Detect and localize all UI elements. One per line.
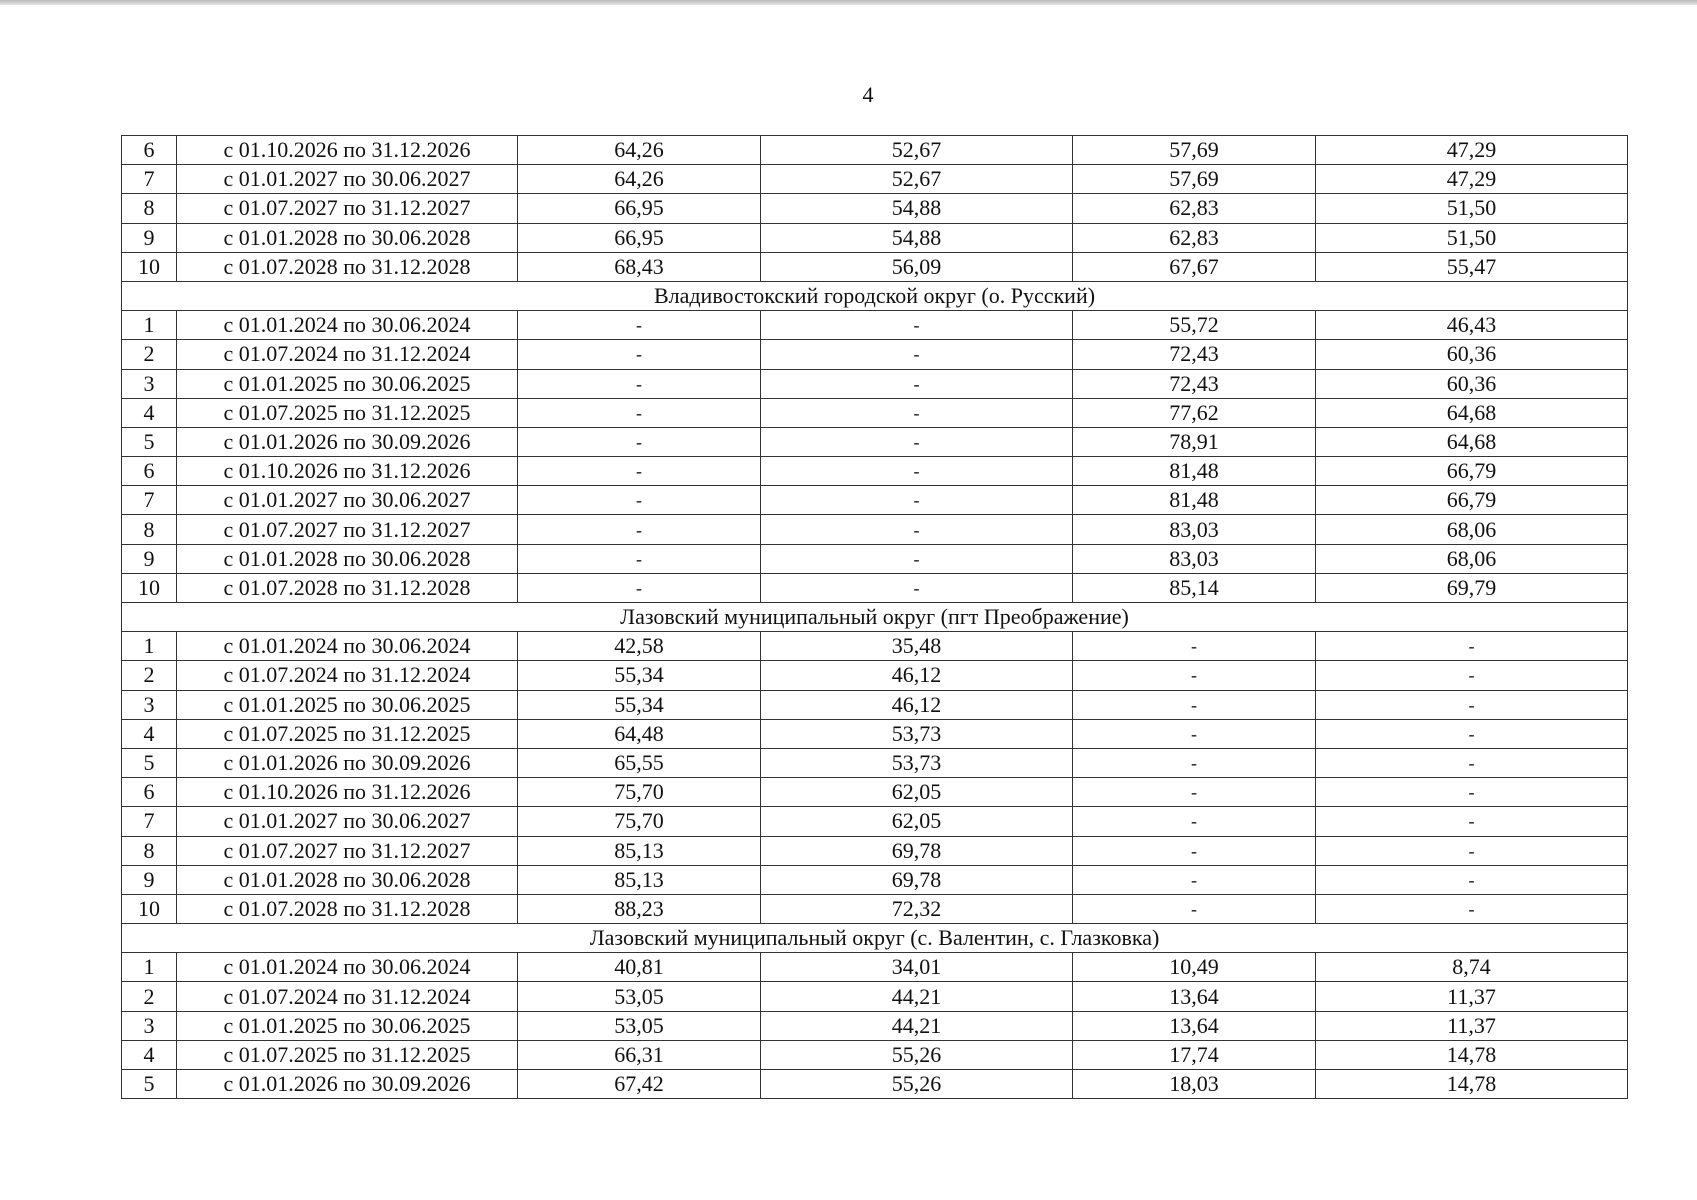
value-cell-1: 42,58 — [518, 632, 761, 661]
period-cell: с 01.01.2024 по 30.06.2024 — [177, 953, 518, 982]
value-cell-2: 54,88 — [761, 223, 1073, 252]
row-number: 7 — [122, 486, 177, 515]
value-cell-4: 60,36 — [1316, 340, 1628, 369]
period-cell: с 01.07.2027 по 31.12.2027 — [177, 194, 518, 223]
period-cell: с 01.07.2025 по 31.12.2025 — [177, 719, 518, 748]
value-cell-4: 55,47 — [1316, 252, 1628, 281]
value-cell-2: 34,01 — [761, 953, 1073, 982]
table-row — [122, 457, 1628, 486]
value-cell-4: 51,50 — [1316, 223, 1628, 252]
value-cell-3: - — [1073, 748, 1316, 777]
table-row — [122, 340, 1628, 369]
period-cell: с 01.10.2026 по 31.12.2026 — [177, 778, 518, 807]
value-cell-3: 83,03 — [1073, 515, 1316, 544]
value-cell-2: - — [761, 311, 1073, 340]
value-cell-2: - — [761, 427, 1073, 456]
row-number: 5 — [122, 427, 177, 456]
value-cell-2: - — [761, 486, 1073, 515]
period-cell: с 01.01.2026 по 30.09.2026 — [177, 748, 518, 777]
row-number: 1 — [122, 311, 177, 340]
value-cell-3: 13,64 — [1073, 982, 1316, 1011]
value-cell-4: 64,68 — [1316, 398, 1628, 427]
value-cell-1: - — [518, 457, 761, 486]
table-row — [122, 398, 1628, 427]
row-number: 9 — [122, 865, 177, 894]
period-cell: с 01.01.2025 по 30.06.2025 — [177, 1011, 518, 1040]
value-cell-4: 11,37 — [1316, 1011, 1628, 1040]
value-cell-3: 17,74 — [1073, 1040, 1316, 1069]
value-cell-1: - — [518, 398, 761, 427]
value-cell-3: 85,14 — [1073, 573, 1316, 602]
value-cell-2: 72,32 — [761, 894, 1073, 923]
value-cell-3: 57,69 — [1073, 136, 1316, 165]
value-cell-2: 44,21 — [761, 982, 1073, 1011]
value-cell-3: - — [1073, 661, 1316, 690]
value-cell-1: 53,05 — [518, 1011, 761, 1040]
value-cell-2: 44,21 — [761, 1011, 1073, 1040]
value-cell-4: - — [1316, 807, 1628, 836]
section-header-row — [122, 281, 1628, 310]
table-row — [122, 894, 1628, 923]
value-cell-1: 64,48 — [518, 719, 761, 748]
value-cell-4: 11,37 — [1316, 982, 1628, 1011]
row-number: 2 — [122, 661, 177, 690]
value-cell-4: 46,43 — [1316, 311, 1628, 340]
row-number: 7 — [122, 807, 177, 836]
value-cell-1: 53,05 — [518, 982, 761, 1011]
value-cell-3: 83,03 — [1073, 544, 1316, 573]
value-cell-1: 67,42 — [518, 1070, 761, 1099]
value-cell-4: 68,06 — [1316, 515, 1628, 544]
row-number: 9 — [122, 544, 177, 573]
table-row — [122, 136, 1628, 165]
value-cell-3: 67,67 — [1073, 252, 1316, 281]
period-cell: с 01.10.2026 по 31.12.2026 — [177, 457, 518, 486]
table-row — [122, 1070, 1628, 1099]
value-cell-1: 75,70 — [518, 807, 761, 836]
table-row — [122, 573, 1628, 602]
row-number: 10 — [122, 894, 177, 923]
table-row — [122, 632, 1628, 661]
table-row — [122, 486, 1628, 515]
value-cell-1: - — [518, 486, 761, 515]
period-cell: с 01.07.2024 по 31.12.2024 — [177, 340, 518, 369]
row-number: 6 — [122, 136, 177, 165]
table-row — [122, 748, 1628, 777]
value-cell-1: 40,81 — [518, 953, 761, 982]
period-cell: с 01.07.2028 по 31.12.2028 — [177, 573, 518, 602]
value-cell-3: 81,48 — [1073, 457, 1316, 486]
value-cell-3: - — [1073, 836, 1316, 865]
row-number: 6 — [122, 778, 177, 807]
value-cell-2: 53,73 — [761, 748, 1073, 777]
value-cell-3: - — [1073, 719, 1316, 748]
value-cell-2: 62,05 — [761, 778, 1073, 807]
row-number: 8 — [122, 836, 177, 865]
value-cell-2: 55,26 — [761, 1040, 1073, 1069]
table-row — [122, 223, 1628, 252]
value-cell-3: 18,03 — [1073, 1070, 1316, 1099]
value-cell-3: 13,64 — [1073, 1011, 1316, 1040]
table-row — [122, 778, 1628, 807]
period-cell: с 01.07.2027 по 31.12.2027 — [177, 515, 518, 544]
period-cell: с 01.07.2027 по 31.12.2027 — [177, 836, 518, 865]
scan-edge — [0, 0, 1697, 5]
row-number: 2 — [122, 982, 177, 1011]
page-number: 4 — [862, 82, 874, 107]
period-cell: с 01.07.2024 по 31.12.2024 — [177, 982, 518, 1011]
period-cell: с 01.01.2028 по 30.06.2028 — [177, 223, 518, 252]
value-cell-1: 55,34 — [518, 661, 761, 690]
value-cell-1: - — [518, 311, 761, 340]
section-header-row — [122, 924, 1628, 953]
value-cell-3: 78,91 — [1073, 427, 1316, 456]
section-header-row — [122, 603, 1628, 632]
value-cell-4: - — [1316, 894, 1628, 923]
value-cell-3: 10,49 — [1073, 953, 1316, 982]
value-cell-1: - — [518, 340, 761, 369]
table-row — [122, 515, 1628, 544]
value-cell-1: 85,13 — [518, 865, 761, 894]
row-number: 3 — [122, 1011, 177, 1040]
value-cell-2: 52,67 — [761, 165, 1073, 194]
table-row — [122, 252, 1628, 281]
value-cell-1: 66,31 — [518, 1040, 761, 1069]
value-cell-4: - — [1316, 865, 1628, 894]
value-cell-4: 68,06 — [1316, 544, 1628, 573]
value-cell-1: 64,26 — [518, 136, 761, 165]
table-row — [122, 661, 1628, 690]
row-number: 4 — [122, 398, 177, 427]
value-cell-4: - — [1316, 748, 1628, 777]
value-cell-2: 54,88 — [761, 194, 1073, 223]
table-row — [122, 836, 1628, 865]
value-cell-3: 81,48 — [1073, 486, 1316, 515]
value-cell-2: - — [761, 544, 1073, 573]
value-cell-4: 47,29 — [1316, 136, 1628, 165]
table-row — [122, 1040, 1628, 1069]
value-cell-2: - — [761, 369, 1073, 398]
tariff-table-body — [122, 136, 1628, 1099]
value-cell-4: 14,78 — [1316, 1070, 1628, 1099]
value-cell-4: 66,79 — [1316, 486, 1628, 515]
period-cell: с 01.01.2024 по 30.06.2024 — [177, 632, 518, 661]
value-cell-3: 55,72 — [1073, 311, 1316, 340]
value-cell-1: - — [518, 427, 761, 456]
period-cell: с 01.07.2028 по 31.12.2028 — [177, 252, 518, 281]
value-cell-2: - — [761, 457, 1073, 486]
table-row — [122, 369, 1628, 398]
value-cell-3: - — [1073, 865, 1316, 894]
value-cell-2: 56,09 — [761, 252, 1073, 281]
value-cell-2: - — [761, 573, 1073, 602]
value-cell-4: 60,36 — [1316, 369, 1628, 398]
row-number: 1 — [122, 953, 177, 982]
table-row — [122, 690, 1628, 719]
value-cell-2: - — [761, 398, 1073, 427]
row-number: 8 — [122, 194, 177, 223]
value-cell-1: - — [518, 515, 761, 544]
value-cell-1: - — [518, 369, 761, 398]
value-cell-3: - — [1073, 632, 1316, 661]
row-number: 2 — [122, 340, 177, 369]
value-cell-4: - — [1316, 719, 1628, 748]
value-cell-4: 66,79 — [1316, 457, 1628, 486]
table-row — [122, 427, 1628, 456]
table-row — [122, 953, 1628, 982]
value-cell-1: 64,26 — [518, 165, 761, 194]
value-cell-1: 66,95 — [518, 194, 761, 223]
value-cell-3: - — [1073, 807, 1316, 836]
value-cell-4: 69,79 — [1316, 573, 1628, 602]
row-number: 5 — [122, 748, 177, 777]
value-cell-2: 35,48 — [761, 632, 1073, 661]
table-row — [122, 865, 1628, 894]
period-cell: с 01.01.2025 по 30.06.2025 — [177, 369, 518, 398]
value-cell-1: 88,23 — [518, 894, 761, 923]
row-number: 6 — [122, 457, 177, 486]
section-title: Владивостокский городской округ (о. Русский) — [122, 281, 1628, 310]
row-number: 10 — [122, 252, 177, 281]
period-cell: с 01.01.2028 по 30.06.2028 — [177, 865, 518, 894]
value-cell-2: 52,67 — [761, 136, 1073, 165]
value-cell-2: 69,78 — [761, 865, 1073, 894]
value-cell-4: 51,50 — [1316, 194, 1628, 223]
period-cell: с 01.07.2028 по 31.12.2028 — [177, 894, 518, 923]
period-cell: с 01.01.2027 по 30.06.2027 — [177, 486, 518, 515]
value-cell-4: - — [1316, 632, 1628, 661]
value-cell-3: 77,62 — [1073, 398, 1316, 427]
value-cell-1: - — [518, 544, 761, 573]
value-cell-1: 75,70 — [518, 778, 761, 807]
row-number: 3 — [122, 369, 177, 398]
value-cell-3: 57,69 — [1073, 165, 1316, 194]
value-cell-4: 8,74 — [1316, 953, 1628, 982]
value-cell-2: 46,12 — [761, 690, 1073, 719]
value-cell-3: - — [1073, 778, 1316, 807]
value-cell-3: 62,83 — [1073, 223, 1316, 252]
table-row — [122, 719, 1628, 748]
row-number: 8 — [122, 515, 177, 544]
value-cell-4: - — [1316, 778, 1628, 807]
period-cell: с 01.01.2028 по 30.06.2028 — [177, 544, 518, 573]
table-row — [122, 1011, 1628, 1040]
table-row — [122, 165, 1628, 194]
section-title: Лазовский муниципальный округ (пгт Преображение) — [122, 603, 1628, 632]
row-number: 3 — [122, 690, 177, 719]
value-cell-3: - — [1073, 690, 1316, 719]
row-number: 4 — [122, 719, 177, 748]
row-number: 7 — [122, 165, 177, 194]
value-cell-2: 46,12 — [761, 661, 1073, 690]
value-cell-1: 55,34 — [518, 690, 761, 719]
period-cell: с 01.07.2025 по 31.12.2025 — [177, 398, 518, 427]
value-cell-4: 64,68 — [1316, 427, 1628, 456]
period-cell: с 01.07.2025 по 31.12.2025 — [177, 1040, 518, 1069]
period-cell: с 01.01.2027 по 30.06.2027 — [177, 807, 518, 836]
tariff-table — [121, 135, 1628, 1099]
period-cell: с 01.07.2024 по 31.12.2024 — [177, 661, 518, 690]
period-cell: с 01.01.2026 по 30.09.2026 — [177, 427, 518, 456]
value-cell-4: - — [1316, 690, 1628, 719]
period-cell: с 01.01.2024 по 30.06.2024 — [177, 311, 518, 340]
table-row — [122, 194, 1628, 223]
value-cell-3: 72,43 — [1073, 369, 1316, 398]
row-number: 1 — [122, 632, 177, 661]
row-number: 10 — [122, 573, 177, 602]
section-title: Лазовский муниципальный округ (с. Валентин, с. Глазковка) — [122, 924, 1628, 953]
value-cell-3: - — [1073, 894, 1316, 923]
value-cell-2: - — [761, 340, 1073, 369]
value-cell-3: 72,43 — [1073, 340, 1316, 369]
value-cell-2: 55,26 — [761, 1070, 1073, 1099]
period-cell: с 01.01.2026 по 30.09.2026 — [177, 1070, 518, 1099]
value-cell-2: 53,73 — [761, 719, 1073, 748]
value-cell-1: 65,55 — [518, 748, 761, 777]
period-cell: с 01.01.2025 по 30.06.2025 — [177, 690, 518, 719]
value-cell-4: 14,78 — [1316, 1040, 1628, 1069]
value-cell-1: - — [518, 573, 761, 602]
period-cell: с 01.01.2027 по 30.06.2027 — [177, 165, 518, 194]
table-row — [122, 544, 1628, 573]
value-cell-1: 68,43 — [518, 252, 761, 281]
period-cell: с 01.10.2026 по 31.12.2026 — [177, 136, 518, 165]
value-cell-4: - — [1316, 836, 1628, 865]
value-cell-1: 66,95 — [518, 223, 761, 252]
value-cell-4: 47,29 — [1316, 165, 1628, 194]
row-number: 5 — [122, 1070, 177, 1099]
value-cell-3: 62,83 — [1073, 194, 1316, 223]
value-cell-2: - — [761, 515, 1073, 544]
table-row — [122, 311, 1628, 340]
table-row — [122, 807, 1628, 836]
row-number: 4 — [122, 1040, 177, 1069]
row-number: 9 — [122, 223, 177, 252]
table-row — [122, 982, 1628, 1011]
value-cell-2: 69,78 — [761, 836, 1073, 865]
value-cell-1: 85,13 — [518, 836, 761, 865]
value-cell-4: - — [1316, 661, 1628, 690]
value-cell-2: 62,05 — [761, 807, 1073, 836]
